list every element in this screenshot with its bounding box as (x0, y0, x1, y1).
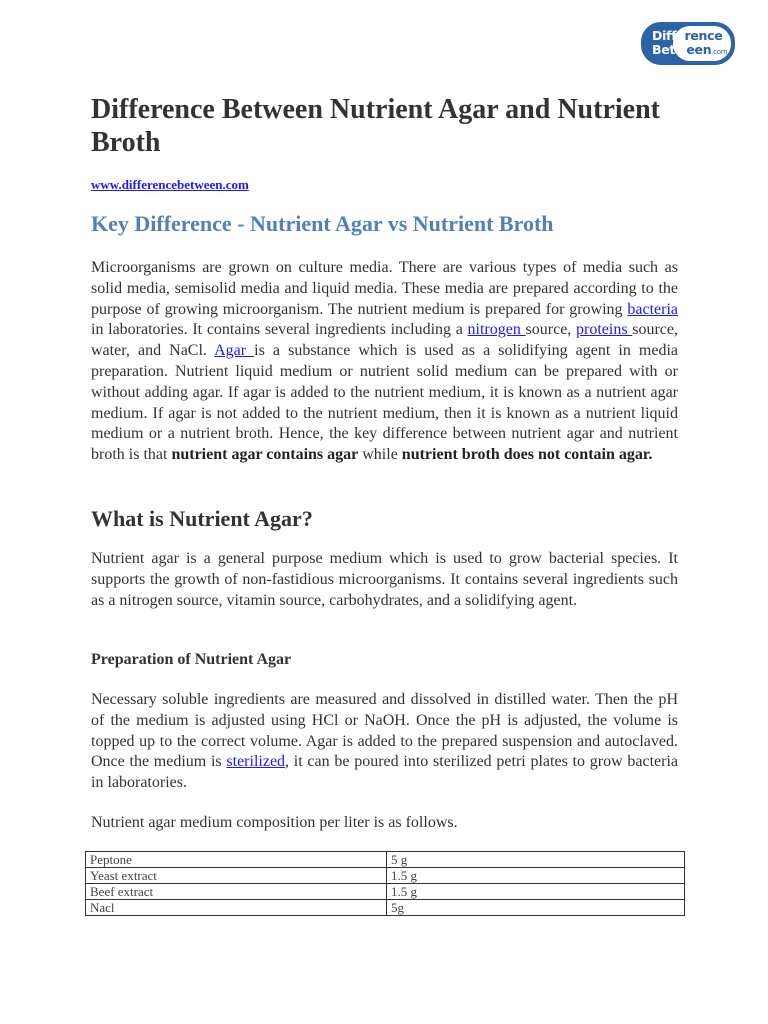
link-bacteria[interactable]: bacteria (627, 300, 678, 318)
section-heading-what-is-nutrient-agar: What is Nutrient Agar? (91, 506, 313, 531)
differencebetween-logo[interactable] (641, 22, 735, 65)
preparation-paragraph: Necessary soluble ingredients are measured and dissolved in distilled water. Then the pH of the medium is adjusted using HCl or NaOH. Once the pH is adjusted, the volume is topped up to the correct volume. Agar is added to the prepared suspension and autoclaved. Once the medium is sterilized, it can be poured into sterilized petri plates to grow bacteria in laboratories. (91, 691, 679, 792)
amount-cell: 1.5 g (387, 868, 685, 884)
intro-paragraph: Microorganisms are grown on culture media. There are various types of media such as solid media, semisolid media and liquid media. These media are prepared according to the purpose of growing microorganism. The nutrient medium is prepared for growing bacteria in laboratories. It contains several ingredients including a nitrogen source, proteins source, water, and NaCl. Agar is a substance which is used as a solidifying agent in media preparation. Nutrient liquid medium or nutrient solid medium can be prepared with or without adding agar. If agar is added to the nutrient medium, it is known as a nutrient agar medium. If agar is not added to the nutrient medium, then it is known as a nutrient liquid medium or a nutrient broth. Hence, the key difference between nutrient agar and nutrient broth is that nutrient agar contains agar while nutrient broth does not contain agar. (91, 259, 679, 464)
link-agar[interactable]: Agar (214, 342, 255, 360)
table-row (86, 884, 685, 900)
ingredient-cell: Nacl (86, 900, 387, 916)
amount-cell: 5 g (387, 852, 685, 868)
site-link[interactable]: www.differencebetween.com (91, 177, 249, 192)
document-title: Difference Between Nutrient Agar and Nutrient Broth (91, 94, 660, 158)
logo-line-2: Between.com (652, 42, 728, 57)
link-sterilized[interactable]: sterilized (226, 753, 286, 771)
link-nitrogen[interactable]: nitrogen (467, 321, 526, 339)
amount-cell: 1.5 g (387, 884, 685, 900)
subheading-preparation: Preparation of Nutrient Agar (91, 651, 292, 668)
logo-line-1: Difference (652, 28, 723, 43)
table-row (86, 900, 685, 916)
nutrient-agar-paragraph: Nutrient agar is a general purpose medium which is used to grow bacterial species. It supports the growth of non-fastidious microorganisms. It contains several ingredients such as a nitrogen source, vitamin source, carbohydrates, and a solidifying agent. (91, 550, 678, 609)
ingredient-cell: Peptone (86, 852, 387, 868)
table-row (86, 852, 685, 868)
key-difference-bold-2: nutrient broth does not contain agar. (401, 446, 653, 464)
table-row (86, 868, 685, 884)
key-difference-heading: Key Difference - Nutrient Agar vs Nutrient Broth (91, 211, 554, 236)
composition-table (85, 851, 685, 916)
key-difference-bold-1: nutrient agar contains agar (171, 446, 359, 464)
composition-intro: Nutrient agar medium composition per liter is as follows. (91, 814, 458, 831)
ingredient-cell: Yeast extract (86, 868, 387, 884)
link-proteins[interactable]: proteins (576, 321, 633, 339)
ingredient-cell: Beef extract (86, 884, 387, 900)
amount-cell: 5g (387, 900, 685, 916)
